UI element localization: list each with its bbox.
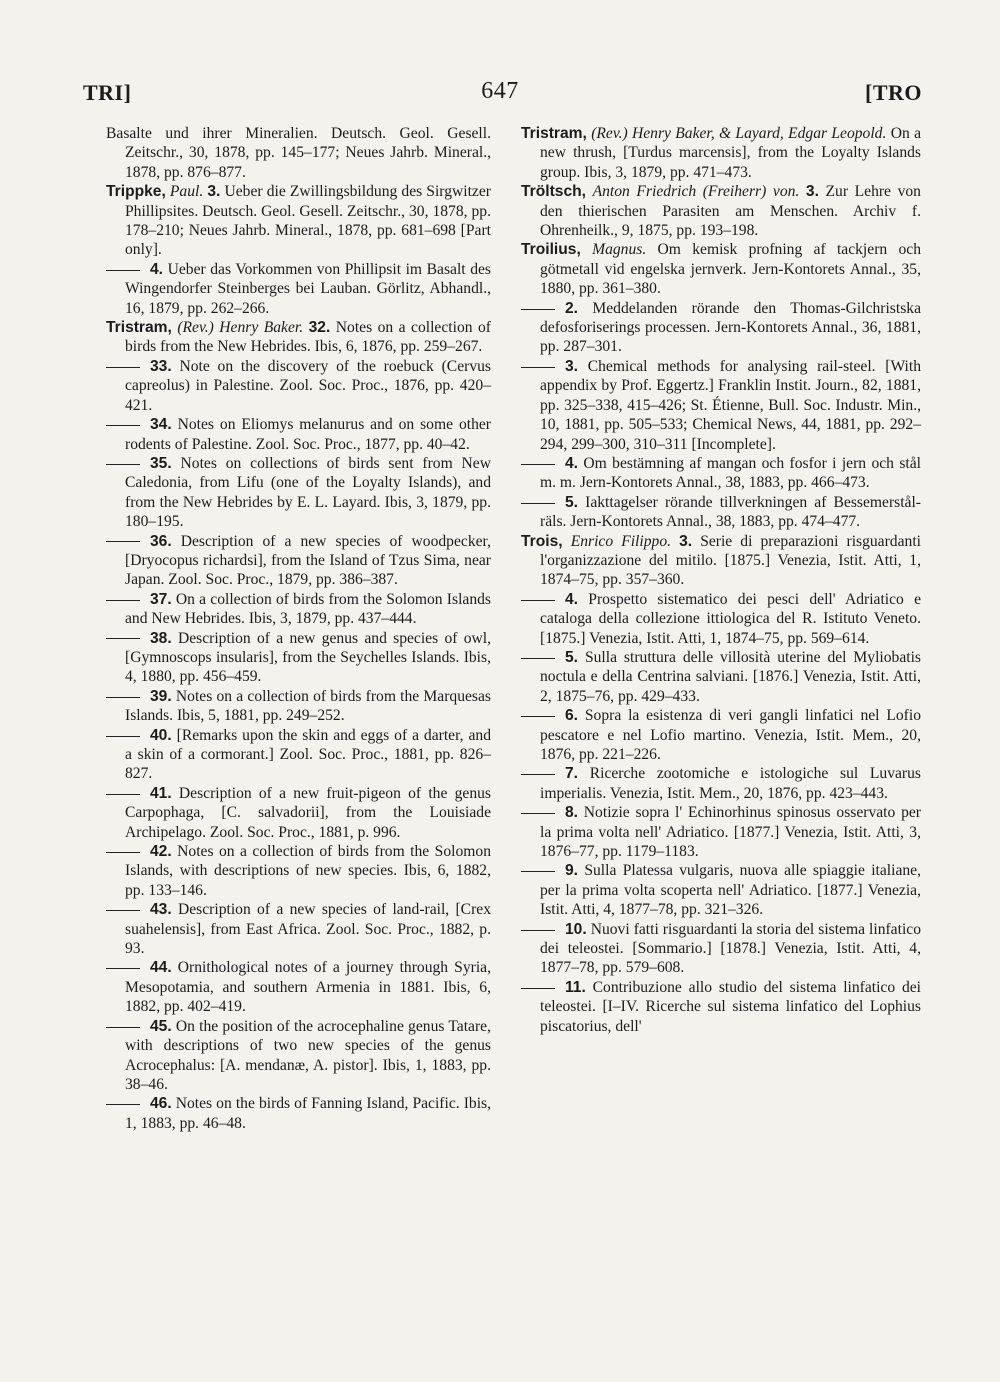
entry-text: Notes on a collection of birds from the Solomon Islands, with descriptions of new species. Ibis, 6, 1882, pp. 133–146.: [125, 843, 491, 899]
entry-number: 46.: [150, 1095, 172, 1113]
ditto-dash: [106, 1104, 140, 1105]
entry-author: Tröltsch,: [521, 183, 586, 201]
entry-author: Trois,: [521, 532, 563, 550]
bibliography-entry: [106, 182, 491, 260]
entry-number: 38.: [150, 629, 172, 647]
bibliography-entry: [521, 706, 921, 764]
ditto-dash: [521, 658, 555, 659]
entry-author-given-name: (Rev.) Henry Baker, & Layard, Edgar Leopold.: [591, 125, 887, 142]
entry-number: 44.: [150, 959, 172, 977]
entry-number: 3.: [679, 532, 693, 550]
ditto-dash: [106, 600, 140, 601]
entry-text: Notes on a collection of birds from the New Hebrides. Ibis, 6, 1876, pp. 259–267.: [125, 319, 491, 356]
entry-text: Basalte und ihrer Mineralien. Deutsch. Geol. Gesell. Zeitschr., 30, 1878, pp. 145–177; Neues Jahrb. Mineral., 1878, pp. 876–877.: [106, 125, 491, 181]
entry-number: 45.: [150, 1017, 172, 1035]
bibliography-entry: [106, 900, 491, 958]
header-right-range: [TRO: [865, 80, 922, 105]
entry-text: On a new thrush, [Turdus marcensis], from the Loyalty Islands group. Ibis, 3, 1879, pp. 471–473.: [540, 125, 921, 181]
left-column: [106, 124, 491, 1133]
entry-text: Contribuzione allo studio del sistema linfatico dei teleostei. [I–IV. Ricerche sul sistema linfatico del Lophius piscatorius, dell': [540, 978, 921, 1035]
entry-text: Notes on the birds of Fanning Island, Pacific. Ibis, 1, 1883, pp. 46–48.: [125, 1095, 491, 1132]
entry-number: 43.: [150, 901, 172, 919]
entry-text: Notizie sopra l' Echinorhinus spinosus osservato per la prima volta nell' Adriatico. [1877.] Venezia, Istit. Atti, 3, 1876–77, pp. 1179–1183.: [540, 804, 921, 861]
entry-text: Nuovi fatti risguardanti la storia del sistema linfatico dei teleostei. [Sommario.] [1878.] Venezia, Istit. Atti, 4, 1877–78, pp. 579–608.: [540, 920, 921, 977]
entry-number: 11.: [565, 978, 586, 996]
entry-text: [Remarks upon the skin and eggs of a darter, and a skin of a cormorant.] Zool. Soc. Proc., 1881, pp. 826–827.: [125, 726, 491, 783]
ditto-dash: [521, 930, 555, 931]
entry-number: 37.: [150, 590, 172, 608]
entry-number: 7.: [565, 765, 579, 783]
entry-text: On a collection of birds from the Solomon Islands and New Hebrides. Ibis, 3, 1879, pp. 437–444.: [125, 590, 491, 628]
bibliography-entry: [106, 532, 491, 590]
bibliography-entry: [521, 454, 921, 493]
bibliography-entry: [106, 1017, 491, 1095]
entry-number: 34.: [150, 416, 172, 434]
entry-text: Description of a new fruit-pigeon of the genus Carpophaga, [C. salvadorii], from the Louisiade Archipelago. Zool. Soc. Proc., 1881, p. 996.: [125, 784, 491, 841]
page-number: 647: [481, 78, 519, 104]
ditto-dash: [521, 600, 555, 601]
entry-text: On the position of the acrocephaline genus Tatare, with descriptions of two new species of the genus Acrocephalus: [A. mendanæ, A. pistor]. Ibis, 1, 1883, pp. 38–46.: [125, 1017, 491, 1093]
entry-text: Sulla struttura delle villosità uterine del Myliobatis noctula e della Centrina salviani. [1876.] Venezia, Istit. Atti, 2, 1875–76, pp. 429–433.: [540, 648, 921, 705]
entry-number: 39.: [150, 687, 172, 705]
entry-text: Zur Lehre von den thierischen Parasiten am Menschen. Archiv f. Ohrenheilk., 9, 1875, pp. 193–198.: [540, 183, 921, 240]
bibliography-entry: [521, 124, 921, 182]
bibliography-entry: [521, 764, 921, 803]
entry-text: Ueber das Vorkommen von Phillipsit im Basalt des Wingendorfer Steinberges bei Lauban. Görlitz, Abhandl., 16, 1879, pp. 262–266.: [125, 260, 491, 317]
bibliography-entry: [106, 629, 491, 687]
bibliography-entry: [521, 590, 921, 648]
entry-text: Prospetto sistematico dei pesci dell' Adriatico e cataloga della collezione ittiologica del R. Istituto Veneto. [1875.] Venezia, Istit. Atti, 1, 1874–75, pp. 569–614.: [540, 590, 921, 647]
entry-number: 9.: [565, 862, 579, 880]
entry-text: Description of a new species of land-rail, [Crex suahelensis], from East Africa. Zool. Soc. Proc., 1882, p. 93.: [125, 901, 491, 958]
entry-number: 35.: [150, 454, 172, 472]
bibliography-entry: [521, 357, 921, 454]
ditto-dash: [521, 871, 555, 872]
bibliography-entry: [521, 493, 921, 532]
bibliography-entry: [106, 415, 491, 454]
entry-number: 5.: [565, 493, 579, 511]
entry-text: Ricerche zootomiche e istologiche sul Luvarus imperialis. Venezia, Istit. Mem., 20, 1876, pp. 423–443.: [540, 765, 921, 802]
entry-number: 5.: [565, 648, 579, 666]
entry-text: Description of a new genus and species of owl, [Gymnoscops insularis], from the Seychelles Islands. Ibis, 4, 1880, pp. 456–459.: [125, 629, 491, 686]
ditto-dash: [521, 503, 555, 504]
right-column: [521, 124, 921, 1036]
entry-number: 2.: [565, 299, 579, 317]
entry-number: 40.: [150, 726, 172, 744]
entry-number: 32.: [308, 319, 331, 337]
ditto-dash: [106, 541, 140, 542]
entry-number: 6.: [565, 707, 579, 725]
bibliography-entry: [106, 454, 491, 532]
entry-text: Ueber die Zwillingsbildung des Sirgwitzer Phillipsites. Deutsch. Geol. Gesell. Zeitschr., 30, 1878, pp. 178–210; Neues Jahrb. Mineral., 1878, pp. 681–698 [Part only].: [125, 183, 491, 259]
bibliography-entry: [106, 357, 491, 415]
entry-text: Notes on a collection of birds from the Marquesas Islands. Ibis, 5, 1881, pp. 249–252.: [125, 687, 491, 725]
ditto-dash: [106, 968, 140, 969]
bibliography-entry: [106, 958, 491, 1016]
ditto-dash: [106, 425, 140, 426]
entry-text: Sopra la esistenza di veri gangli linfatici nel Lofio pescatore e nel Lofio martino. Venezia, Istit. Mem., 20, 1876, pp. 221–226.: [540, 707, 921, 763]
bibliography-entry: [521, 803, 921, 861]
ditto-dash: [106, 367, 140, 368]
entry-author-given-name: Magnus.: [592, 241, 647, 259]
entry-number: 3.: [207, 183, 221, 201]
entry-number: 4.: [565, 454, 579, 472]
entry-text: Notes on Eliomys melanurus and on some other rodents of Palestine. Zool. Soc. Proc., 1877, pp. 40–42.: [125, 416, 491, 453]
entry-text: Description of a new species of woodpecker, [Dryocopus richardsi], from the Island of Tzus Sima, near Japan. Zool. Soc. Proc., 1879, pp. 386–387.: [125, 532, 491, 589]
entry-author: Trippke,: [106, 183, 166, 201]
entry-text: Om kemisk profning af tackjern och götmetall vid engelska jernverk. Jern-Kontorets Annal., 35, 1880, pp. 361–380.: [540, 241, 921, 298]
ditto-dash: [106, 638, 140, 639]
ditto-dash: [521, 716, 555, 717]
bibliography-entry: [521, 240, 921, 298]
ditto-dash: [106, 910, 140, 911]
bibliography-entry: [106, 318, 491, 357]
bibliography-entry: [106, 260, 491, 318]
entry-author-given-name: Enrico Filippo.: [570, 532, 672, 550]
entry-number: 42.: [150, 843, 172, 861]
bibliography-entry: [106, 726, 491, 784]
bibliography-entry: [521, 182, 921, 240]
ditto-dash: [521, 813, 555, 814]
ditto-dash: [106, 464, 140, 465]
bibliography-entry: [521, 532, 921, 590]
entry-author-given-name: (Rev.) Henry Baker.: [177, 319, 304, 337]
ditto-dash: [521, 774, 555, 775]
entry-number: 36.: [150, 532, 172, 550]
entry-author: Troilius,: [521, 241, 581, 259]
bibliography-entry: [106, 784, 491, 842]
entry-author-given-name: Paul.: [169, 183, 204, 201]
bibliography-entry: [521, 299, 921, 357]
ditto-dash: [106, 852, 140, 853]
ditto-dash: [521, 988, 555, 989]
bibliography-entry: [106, 842, 491, 900]
bibliography-entry: [521, 978, 921, 1036]
entry-text: Note on the discovery of the roebuck (Cervus capreolus) in Palestine. Zool. Soc. Proc., 1876, pp. 420–421.: [125, 357, 491, 414]
entry-number: 41.: [150, 784, 172, 802]
entry-text: Chemical methods for analysing rail-steel. [With appendix by Prof. Eggertz.] Franklin Instit. Journ., 82, 1881, pp. 325–338, 415–426; St. Étienne, Bull. Soc. Industr. Min., 10, 1881, pp. 505–533; Chemical News, 44, 1881, pp. 292–294, 299–300, 310–311 [Incomplete].: [540, 357, 922, 453]
entry-text: Ornithological notes of a journey through Syria, Mesopotamia, and southern Armenia in 1881. Ibis, 6, 1882, pp. 402–419.: [125, 959, 491, 1016]
entry-text: Sulla Platessa vulgaris, nuova alle spiaggie italiane, per la prima volta scoperta nell' Adriatico. [1877.] Venezia, Istit. Atti, 4, 1877–78, pp. 321–326.: [540, 862, 921, 919]
entry-number: 8.: [565, 804, 579, 822]
ditto-dash: [521, 464, 555, 465]
ditto-dash: [106, 736, 140, 737]
entry-number: 4.: [150, 260, 164, 278]
entry-number: 3.: [805, 183, 819, 201]
bibliography-entry: [106, 1094, 491, 1133]
ditto-dash: [106, 794, 140, 795]
ditto-dash: [106, 697, 140, 698]
bibliography-entry: [106, 124, 491, 182]
entry-number: 10.: [565, 920, 587, 938]
ditto-dash: [106, 1027, 140, 1028]
entry-text: Meddelanden rörande den Thomas-Gilchristska defosforiserings processen. Jern-Kontorets Annal., 36, 1881, pp. 287–301.: [540, 299, 921, 356]
ditto-dash: [521, 309, 555, 310]
entry-text: Serie di preparazioni risguardanti l'organizzazione del mitilo. [1875.] Venezia, Istit. Atti, 1, 1874–75, pp. 357–360.: [540, 532, 921, 589]
entry-author: Tristram,: [106, 319, 172, 337]
entry-number: 4.: [565, 590, 579, 608]
bibliography-entry: [521, 920, 921, 978]
entry-author-given-name: Anton Friedrich (Freiherr) von.: [592, 183, 800, 201]
entry-number: 3.: [565, 357, 579, 375]
bibliography-entry: [106, 687, 491, 726]
entry-author: Tristram,: [521, 125, 587, 142]
ditto-dash: [521, 367, 555, 368]
entry-text: Om bestämning af mangan och fosfor i jern och stål m. m. Jern-Kontorets Annal., 38, 1883, pp. 466–473.: [540, 454, 921, 492]
header-left-range: TRI]: [83, 80, 132, 105]
entry-text: Iakttagelser rörande tillverkningen af Bessemerstål-räls. Jern-Kontorets Annal., 38, 1883, pp. 474–477.: [540, 493, 921, 531]
entry-text: Notes on collections of birds sent from New Caledonia, from Lifu (one of the Loyalty Islands), and from the New Hebrides by E. L. Layard. Ibis, 3, 1879, pp. 180–195.: [125, 454, 491, 531]
bibliography-entry: [521, 861, 921, 919]
bibliography-entry: [106, 590, 491, 629]
bibliography-entry: [521, 648, 921, 706]
ditto-dash: [106, 270, 140, 271]
entry-number: 33.: [150, 357, 172, 375]
